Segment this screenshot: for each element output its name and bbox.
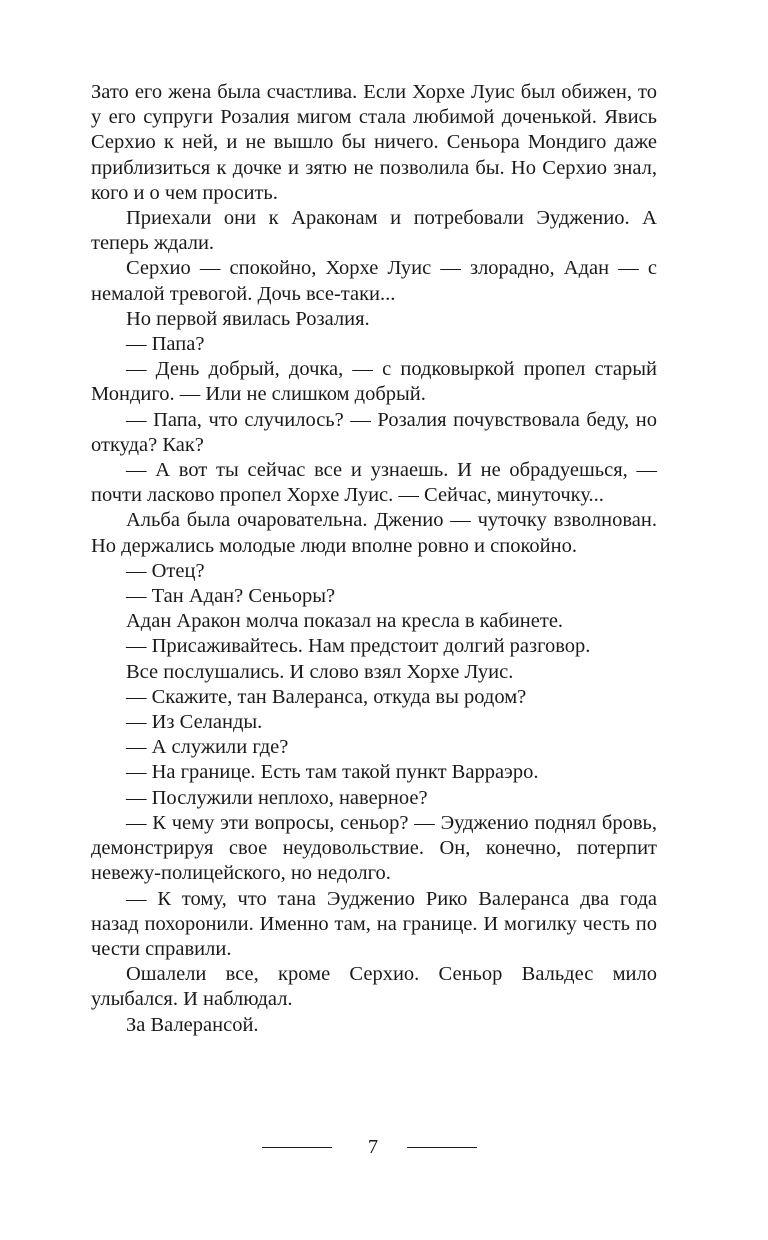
page-body [91, 80, 657, 1038]
paragraph-8: — А вот ты сейчас все и узнаешь. И не обрадуешься, — почти ласково пропел Хорхе Луис. — Сейчас, минуточку... [91, 459, 657, 507]
footer-rule-left [262, 1147, 332, 1148]
paragraph-1: Зато его жена была счастлива. Если Хорхе Луис был обижен, то у его супруги Розалия мигом стала любимой доченькой. Явись Серхио к ней, и не вышло бы ничего. Сеньора Мондиго даже приблизиться к дочке и зятю не позволила бы. Но Серхио знал, кого и о чем просить. [91, 81, 657, 204]
paragraph-4: Но первой явилась Розалия. [126, 307, 370, 330]
paragraph-10: — Отец? [126, 559, 205, 582]
footer-rule-right [407, 1147, 477, 1148]
paragraph-3: Серхио — спокойно, Хорхе Луис — злорадно, Адан — с немалой тревогой. Дочь все-таки... [91, 257, 657, 305]
paragraph-23: За Валерансой. [126, 1013, 259, 1036]
paragraph-13: — Присаживайтесь. Нам предстоит долгий разговор. [126, 635, 591, 658]
paragraph-6: — День добрый, дочка, — с подковыркой пропел старый Мондиго. — Или не слишком добрый. [91, 358, 657, 406]
paragraph-7: — Папа, что случилось? — Розалия почувствовала беду, но откуда? Как? [91, 408, 657, 456]
paragraph-21: — К тому, что тана Эудженио Рико Валеранса два года назад похоронили. Именно там, на границе. И могилку честь по чести справили. [91, 887, 657, 960]
paragraph-20: — К чему эти вопросы, сеньор? — Эудженио поднял бровь, демонстрируя свое неудовольствие. Он, конечно, потерпит невежу-полицейского, но недолго. [91, 811, 657, 885]
paragraph-18: — На границе. Есть там такой пункт Варраэро. [126, 761, 539, 784]
paragraph-14: Все послушались. И слово взял Хорхе Луис. [126, 660, 514, 683]
paragraph-16: — Из Селанды. [126, 711, 263, 734]
page-footer [0, 1134, 768, 1160]
paragraph-5: — Папа? [126, 333, 205, 356]
paragraph-19: — Послужили неплохо, наверное? [126, 786, 428, 809]
paragraph-12: Адан Аракон молча показал на кресла в кабинете. [126, 610, 564, 633]
paragraph-11: — Тан Адан? Сеньоры? [126, 585, 336, 608]
paragraph-2: Приехали они к Араконам и потребовали Эудженио. А теперь ждали. [91, 207, 657, 255]
paragraph-15: — Скажите, тан Валеранса, откуда вы родом? [126, 685, 527, 708]
paragraph-17: — А служили где? [126, 736, 289, 759]
page-number: 7 [367, 1136, 379, 1158]
paragraph-9: Альба была очаровательна. Дженио — чуточку взволнован. Но держались молодые люди вполне ровно и спокойно. [91, 509, 657, 557]
paragraph-22: Ошалели все, кроме Серхио. Сеньор Вальдес мило улыбался. И наблюдал. [91, 963, 657, 1011]
